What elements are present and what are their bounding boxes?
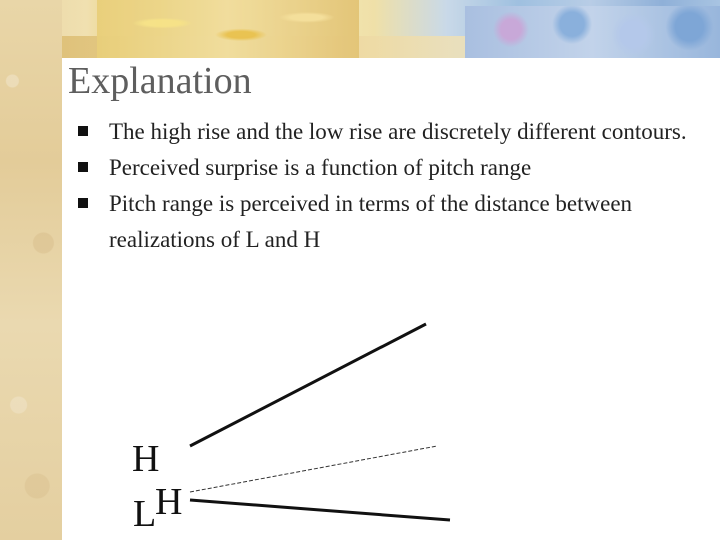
bullet-text: Pitch range is perceived in terms of the distance between realizations of L and H xyxy=(109,191,633,252)
low-l-label: L xyxy=(133,493,157,535)
bullet-text: The high rise and the low rise are discretely different contours. xyxy=(109,119,687,144)
bullet-text: Perceived surprise is a function of pitch range xyxy=(109,155,532,180)
distance-dashed-line xyxy=(190,446,437,492)
high-h-label: H xyxy=(132,438,160,480)
low-h-label: H xyxy=(155,481,183,523)
slide-title: Explanation xyxy=(68,60,252,102)
low-rise-line xyxy=(190,500,450,520)
high-rise-line xyxy=(190,324,426,446)
